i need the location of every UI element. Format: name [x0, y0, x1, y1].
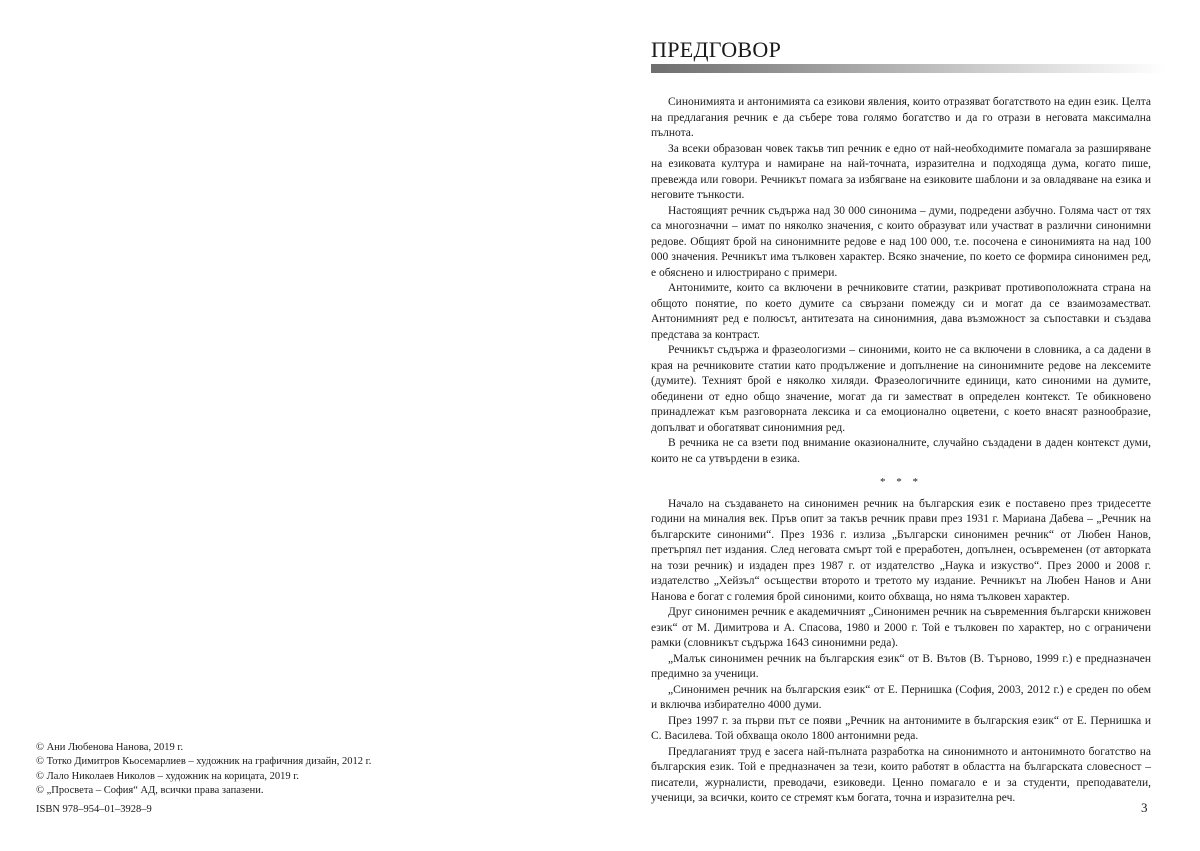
section-separator: * * *: [880, 476, 922, 488]
title-gradient-bar: [651, 64, 1166, 73]
preface-body: [651, 95, 1151, 807]
paragraph: Синонимията и антонимията са езикови явления, които отразяват богатството на един език. Целта на предлагания речник е да събере това голямо богатство и да го отрази в неговата максимална пълнота.: [651, 96, 1151, 139]
page-number: 3: [1141, 800, 1148, 815]
copyright-line: © Ани Любенова Нанова, 2019 г.: [36, 742, 184, 753]
paragraph: „Синонимен речник на българския език“ от Е. Пернишка (София, 2003, 2012 г.) е среден по обем и включва избирателно 4000 думи.: [651, 683, 1151, 711]
paragraph: Настоящият речник съдържа над 30 000 синонима – думи, подредени азбучно. Голяма част от тях са многозначни – имат по няколко значения, с които образуват или участват в различни синонимни редове. Общият брой на синонимните редове е над 100 000, т.е. посочена е синонимията на над 100 000 значения. Речникът има тълковен характер. Всяко значение, по което се формира синонимен ред, е обяснено и илюстрирано с примери.: [651, 204, 1151, 279]
paragraph: Антонимите, които са включени в речниковите статии, разкриват противоположната страна на общото понятие, по което думите са свързани помежду си и могат да се взаимозаместват. Антонимният ред е полюсът, антитезата на синонимния, дава възможност за съпоставки и създава представа за контраст.: [651, 282, 1151, 341]
isbn: ISBN 978–954–01–3928–9: [36, 804, 152, 815]
copyright-line: © Лало Николаев Николов – художник на корицата, 2019 г.: [36, 770, 300, 782]
paragraph: „Малък синонимен речник на българския език“ от В. Вътов (В. Търново, 1999 г.) е предназначен предимно за ученици.: [651, 652, 1151, 680]
page-title: ПРЕДГОВОР: [651, 37, 782, 62]
copyright-block: [36, 741, 556, 799]
paragraph: Речникът съдържа и фразеологизми – синоними, които не са включени в словника, а са дадени в края на речниковите статии като продължение и допълнение на синонимните редове на лексемите (думите). Техният брой е няколко хиляди. Фразеологичните единици, като синоними на думите, обединени от едно общо значение, могат да ги заместват в определен контекст. Те обикновено принадлежат към разговорната лексика и са емоционално оцветени, с което внасят разнообразие, допълват и обогатяват синонимния ред.: [651, 344, 1151, 434]
copyright-line: © „Просвета – София“ АД, всички права запазени.: [36, 785, 264, 797]
copyright-line: © Тотко Димитров Кьосемарлиев – художник на графичния дизайн, 2012 г.: [36, 756, 372, 768]
paragraph: Друг синонимен речник е академичният „Синонимен речник на съвременния български книжовен език“ от М. Димитрова и А. Спасова, 1980 и 2000 г. Той е тълковен по характер, но с ограничени рамки (словникът съдържа 1643 синонимни реда).: [651, 606, 1151, 649]
paragraph: За всеки образован човек такъв тип речник е едно от най-необходимите помагала за разширяване на езиковата култура и намиране на най-точната, изразителна и подходяща дума, когато пише, превежда или говори. Речникът помага за избягване на езиковите шаблони и за овладяване на езика и неговите тънкости.: [651, 142, 1151, 201]
paragraph: Начало на създаването на синонимен речник на българския език е поставено през тридесетте години на миналия век. Пръв опит за такъв речник прави през 1931 г. Мариана Дабева – „Речник на българските синоними“. През 1936 г. излиза „Български синонимен речник“ от Любен Нанов, претърпял пет издания. След неговата смърт той е преработен, допълнен, осъвременен (от авторката на този речник) и издаден през 1987 г. от издателство „Наука и изкуство“. През 2000 и 2008 г. издателство „Хейзъл“ осъществи второто и третото му издание. Речникът на Любен Нанов и Ани Нанова е богат с големия брой синоними, които обхваща, но няма тълковен характер.: [651, 497, 1151, 603]
paragraph: Предлаганият труд е засега най-пълната разработка на синонимното и антонимното богатство на българския език. Той е предназначен за тези, които работят в областта на българската словесност – писатели, журналисти, преводачи, езиковеди. Ценно помагало е и за студенти, преподаватели, ученици, за всички, които се стремят към богата, точна и изразителна реч.: [651, 745, 1151, 804]
paragraph: В речника не са взети под внимание оказионалните, случайно създадени в даден контекст думи, които не са утвърдени в езика.: [651, 437, 1151, 465]
paragraph: През 1997 г. за първи път се появи „Речник на антонимите в българския език“ от Е. Пернишка и С. Василева. Той обхваща около 1800 антонимни реда.: [651, 714, 1151, 742]
